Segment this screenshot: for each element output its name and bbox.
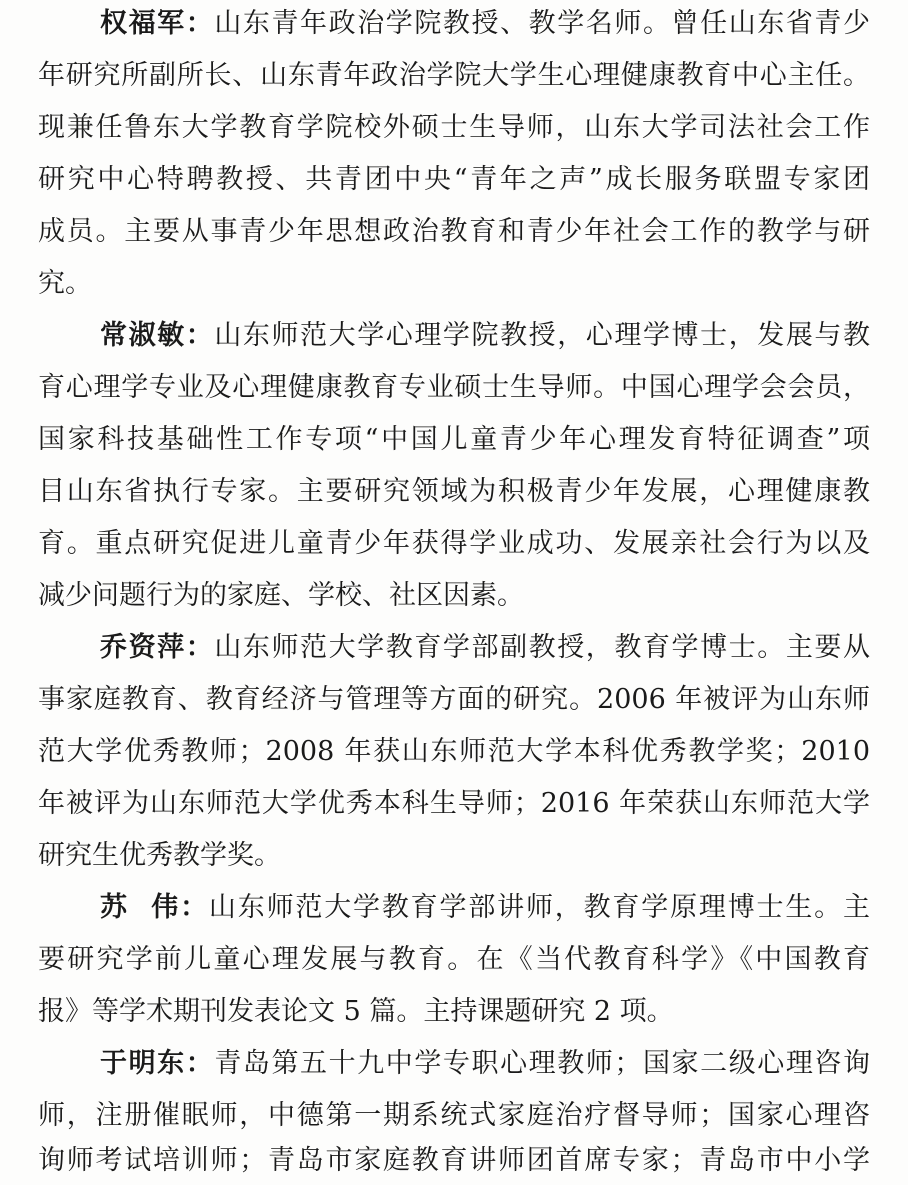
bio-line — [38, 832, 870, 880]
bio-text: 山东青年政治学院教授、教学名师。曾任山东省青少 — [214, 8, 871, 39]
bio-name: 乔资萍： — [100, 632, 215, 663]
bio-text: 年被评为山东师范大学优秀本科生导师；2016 年荣获山东师范大学 — [38, 788, 870, 819]
bio-line — [38, 936, 870, 984]
bio-text: 询师考试培训师；青岛市家庭教育讲师团首席专家；青岛市中小学 — [38, 1145, 870, 1176]
bio-line — [100, 1040, 870, 1088]
bio-line — [100, 312, 870, 360]
bio-name: 权福军： — [100, 8, 215, 39]
bio-line — [38, 416, 870, 464]
bio-name: 于明东： — [100, 1048, 215, 1079]
bio-text: 究。 — [38, 268, 92, 299]
bio-line — [38, 468, 870, 516]
bio-text: 成员。主要从事青少年思想政治教育和青少年社会工作的教学与研 — [38, 216, 870, 247]
bio-line — [38, 260, 870, 308]
bio-text: 事家庭教育、教育经济与管理等方面的研究。2006 年被评为山东师 — [38, 684, 870, 715]
bio-text: 育心理学专业及心理健康教育专业硕士生导师。中国心理学会会员， — [38, 372, 870, 403]
bio-text: 研究中心特聘教授、共青团中央“青年之声”成长服务联盟专家团 — [38, 164, 870, 195]
bio-text: 要研究学前儿童心理发展与教育。在《当代教育科学》《中国教育 — [38, 944, 870, 975]
bio-line — [38, 156, 870, 204]
bio-text: 目山东省执行专家。主要研究领域为积极青少年发展，心理健康教 — [38, 476, 870, 507]
bio-line — [38, 1092, 870, 1140]
bio-line — [38, 1137, 870, 1185]
bio-text: 山东师范大学教育学部副教授，教育学博士。主要从 — [214, 632, 871, 663]
bio-text: 报》等学术期刊发表论文 5 篇。主持课题研究 2 项。 — [38, 996, 674, 1027]
bio-line — [100, 624, 870, 672]
bio-line — [38, 520, 870, 568]
bio-text: 青岛第五十九中学专职心理教师；国家二级心理咨询 — [214, 1048, 871, 1079]
bio-name: 苏 伟： — [100, 892, 209, 923]
bio-line — [38, 988, 870, 1036]
bio-text: 范大学优秀教师；2008 年获山东师范大学本科优秀教学奖；2010 — [38, 736, 870, 767]
bio-name: 常淑敏： — [100, 320, 215, 351]
bio-text: 育。重点研究促进儿童青少年获得学业成功、发展亲社会行为以及 — [38, 528, 870, 559]
bio-line — [100, 0, 870, 48]
bio-line — [38, 728, 870, 776]
bio-text: 年研究所副所长、山东青年政治学院大学生心理健康教育中心主任。 — [38, 60, 870, 91]
bio-line — [38, 52, 870, 100]
bio-line — [38, 208, 870, 256]
bio-line — [38, 104, 870, 152]
bio-text: 师，注册催眠师，中德第一期系统式家庭治疗督导师；国家心理咨 — [38, 1100, 870, 1131]
bio-line — [38, 364, 870, 412]
bio-line — [100, 884, 870, 932]
bio-text: 国家科技基础性工作专项“中国儿童青少年心理发育特征调查”项 — [38, 424, 870, 455]
bio-text: 研究生优秀教学奖。 — [38, 840, 281, 871]
bio-text: 现兼任鲁东大学教育学院校外硕士生导师，山东大学司法社会工作 — [38, 112, 870, 143]
bio-line — [38, 676, 870, 724]
bio-text: 山东师范大学心理学院教授，心理学博士，发展与教 — [214, 320, 871, 351]
bio-line — [38, 780, 870, 828]
bio-text: 山东师范大学教育学部讲师，教育学原理博士生。主 — [208, 892, 870, 923]
bio-text: 减少问题行为的家庭、学校、社区因素。 — [38, 580, 524, 611]
bio-line — [38, 572, 870, 620]
